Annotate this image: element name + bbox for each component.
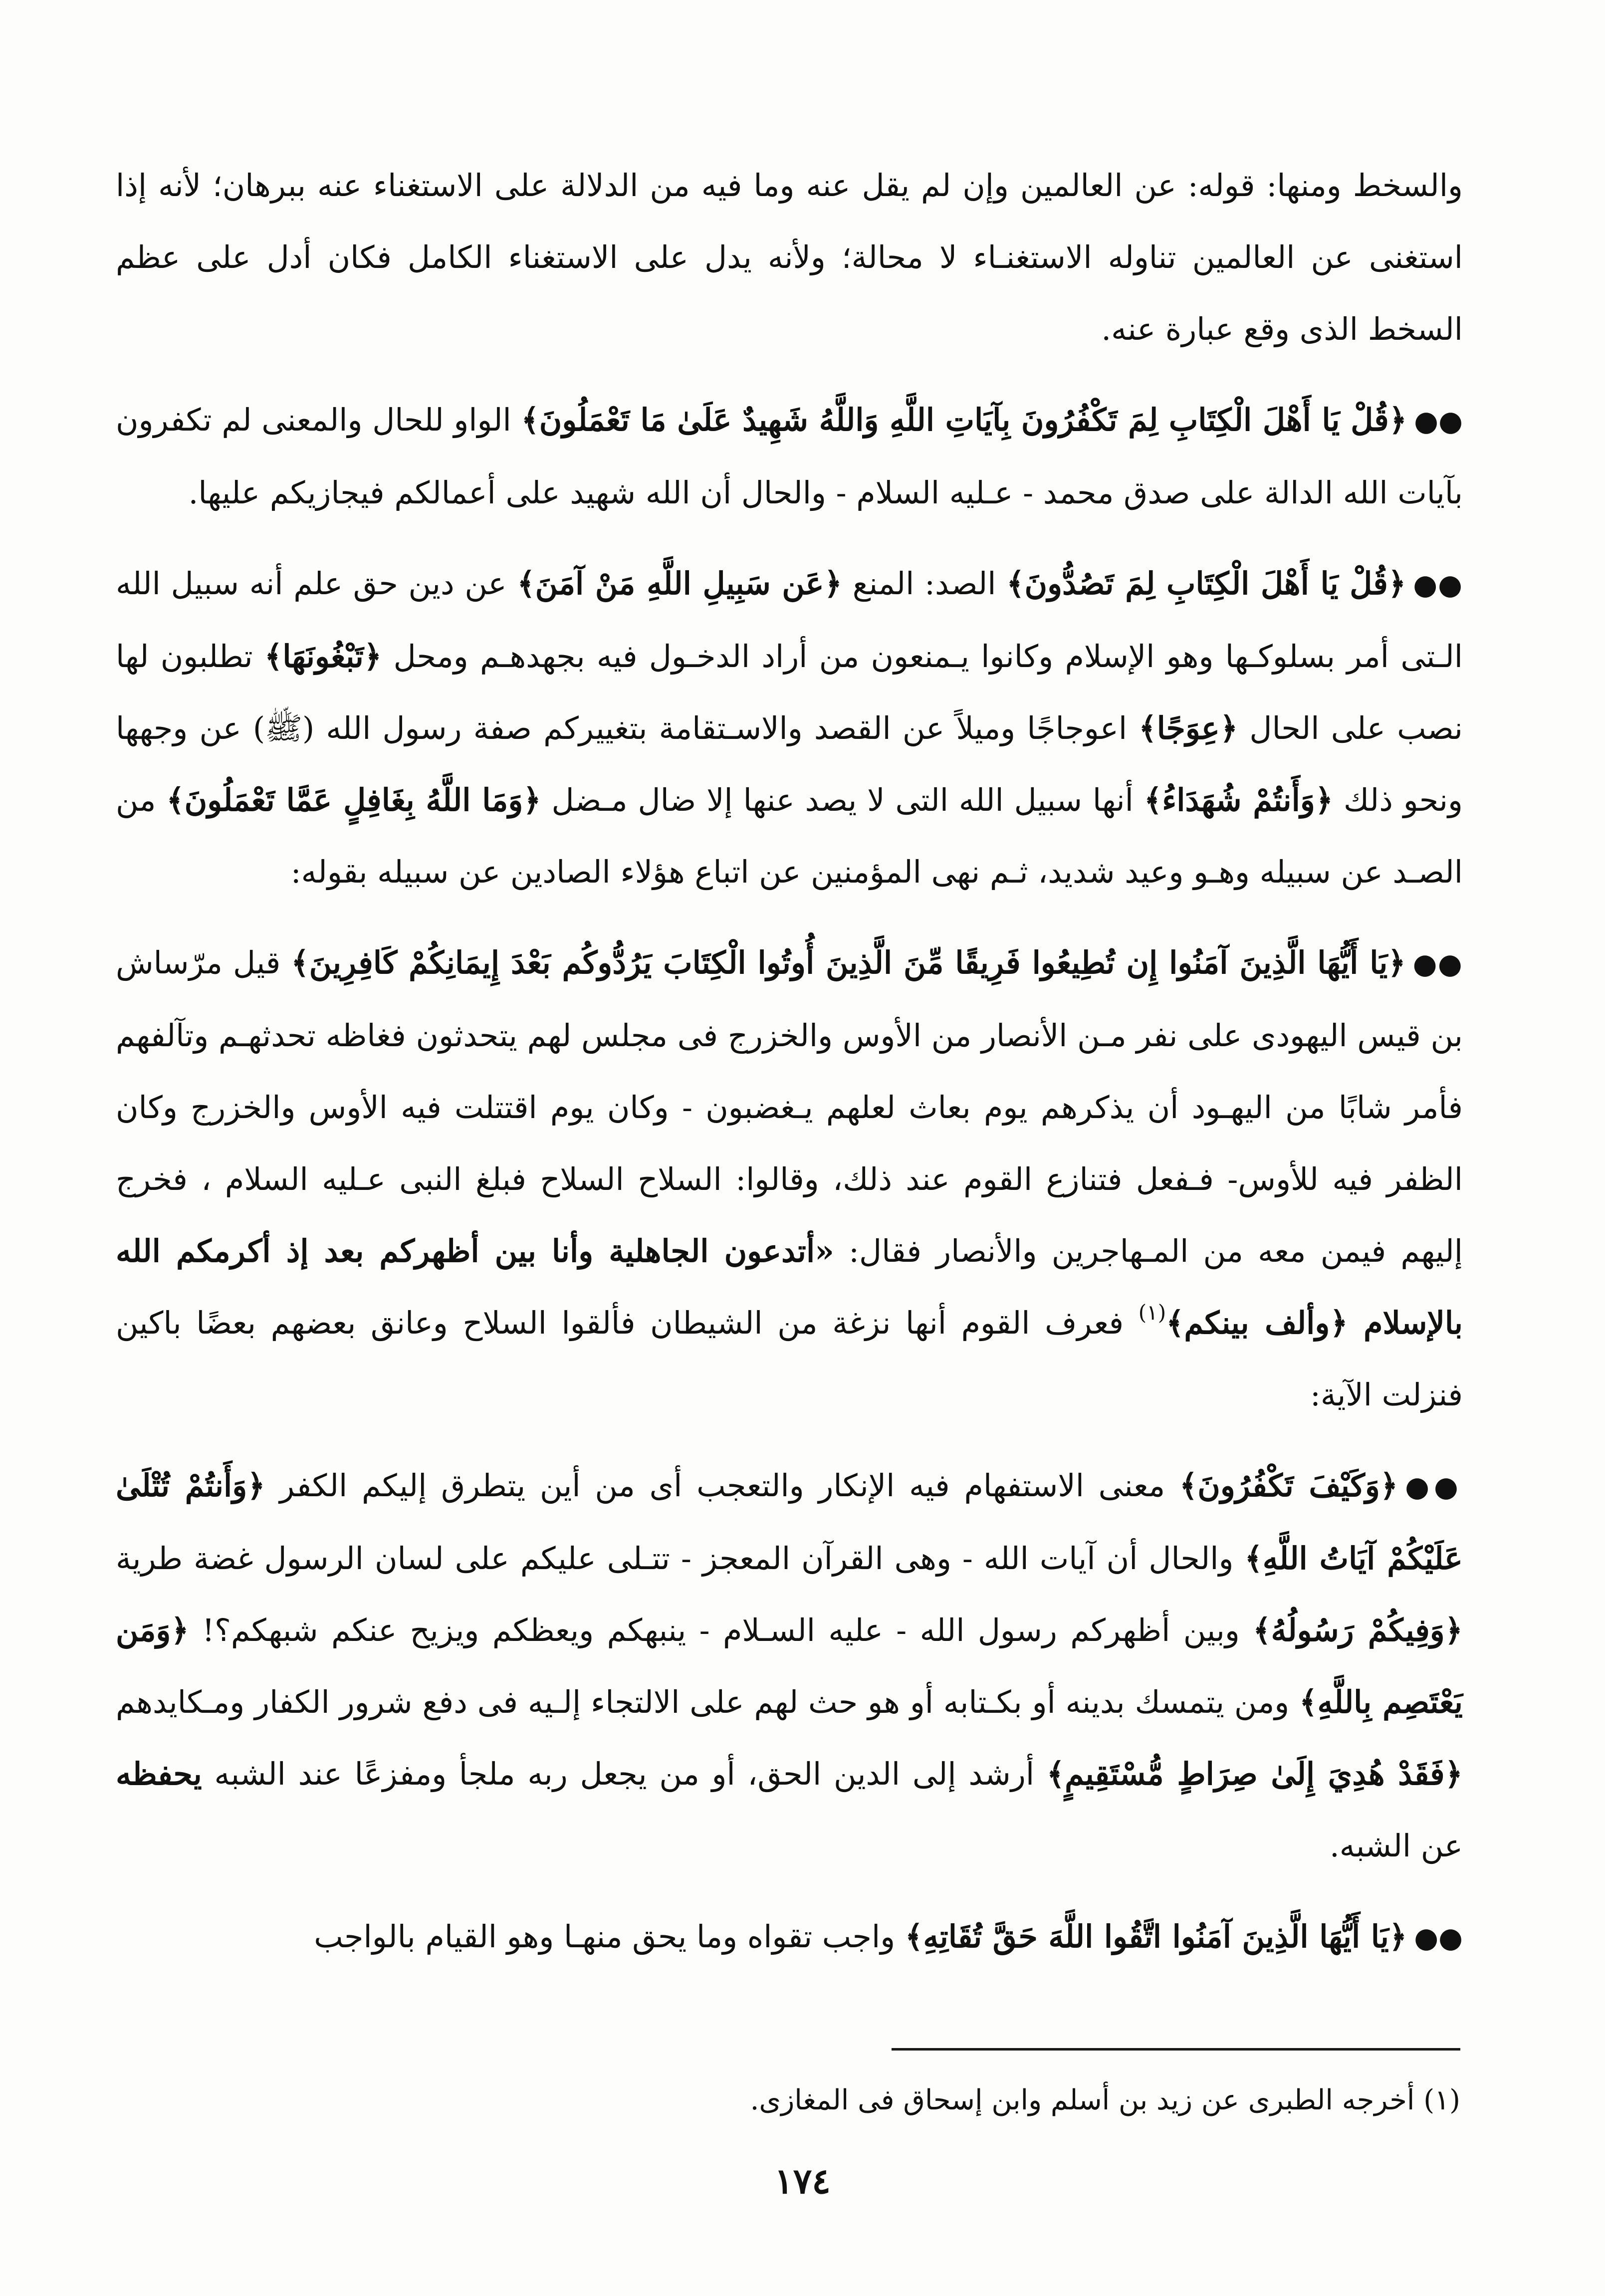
text-run: أرشد إلى الدين الحق، أو من يجعل ربه ملجأ ومفزعًا عند الشبه — [202, 1756, 1047, 1792]
quran-verse: ﴿وَفِيكُمْ رَسُولُهُ﴾ — [1253, 1612, 1463, 1648]
paragraph — [116, 150, 1463, 365]
paragraph — [116, 548, 1463, 908]
text-run: تطلبون لها نصب على الحال — [116, 638, 1463, 746]
text-run: من الصـد عن سبيله وهـو وعيد شديد، ثـم نهى المؤمنين عن اتباع هؤلاء الصادين عن سبيله بقوله: — [116, 782, 1463, 890]
quran-verse: ﴿يَا أَيُّهَا الَّذِينَ آمَنُوا اتَّقُوا اللَّهَ حَقَّ تُقَاتِهِ﴾ — [905, 1918, 1407, 1955]
text-run: قيل مرّساش بن قيس اليهودى على نفر مـن الأنصار من الأوس والخزرج فى مجلس لهم يتحدثون فغاظه تحدثهـم وتآلفهم فأمر شابًا من اليهـود أن يذكرهم يوم بعاث لعلهم يـغضبون - وكان يوم اقتتلت فيه الأوس والخزرج وكان الظفر فيه للأوس- فـفعل فتنازع القوم عند ذلك، وقالوا: السلاح السلاح فبلغ النبى عـليه السلام ، فخرج إليهم فيمن معه من المـهاجرين والأنصار فقال: — [116, 944, 1463, 1269]
bullet-marker: ●● — [1414, 1921, 1463, 1954]
text-run: فعرف القوم أنها نزغة من الشيطان فألقوا السلاح وعانق بعضهم بعضًا باكين فنزلت الآية: — [116, 1305, 1463, 1413]
quran-verse: ﴿تَبْغُونَهَا﴾ — [264, 638, 382, 675]
quran-verse: ﴿وَأَنتُمْ شُهَدَاءُ﴾ — [1144, 782, 1334, 818]
bullet-marker: ●● — [1412, 947, 1463, 980]
quran-verse: ﴿فَقَدْ هُدِيَ إِلَىٰ صِرَاطٍ مُّسْتَقِيمٍ﴾ — [1046, 1756, 1463, 1792]
bullet-marker: ●● — [1414, 405, 1463, 438]
quran-verse: ﴿وَكَيْفَ تَكْفُرُونَ﴾ — [1179, 1467, 1398, 1504]
text-run: والسخط ومنها: قوله: عن العالمين وإن لم يقل عنه وما فيه من الدلالة على الاستغناء عنه ببرهان؛ لأنه إذا استغنى عن العالمين تناوله الاستغنـاء لا محالة؛ ولأنه يدل على الاستغناء الكامل فكان أدل على عظم السخط الذى وقع عبارة عنه. — [116, 167, 1463, 347]
bullet-marker: ●● — [1405, 1470, 1463, 1503]
quran-verse: ﴿وَمَن يَعْتَصِم بِاللَّهِ﴾ — [116, 1612, 1463, 1720]
paragraph — [116, 1901, 1463, 1974]
bullet-marker: ●● — [1413, 568, 1463, 601]
bold-quote: «أتدعون الجاهلية وأنا بين أظهركم بعد إذ أكرمكم الله بالإسلام ﴿وألف بينكم﴾ — [116, 1233, 1463, 1341]
text-run: وبين أظهركم رسول الله - عليه السـلام - ينبهكم ويعظكم ويزيح عنكم شبهكم؟! — [189, 1612, 1253, 1648]
text-run: واجب تقواه وما يحق منهـا وهو القيام بالواجب — [314, 1918, 905, 1955]
text-run: معنى الاستفهام فيه الإنكار والتعجب أى من أين يتطرق إليكم الكفر — [265, 1467, 1179, 1504]
quran-verse: ﴿وَمَا اللَّهُ بِغَافِلٍ عَمَّا تَعْمَلُونَ﴾ — [166, 782, 541, 818]
bold-quote: يحفظه — [116, 1756, 202, 1792]
text-run: أنها سبيل الله التى لا يصد عنها إلا ضال مـضل — [541, 782, 1144, 818]
text-run: اعوجاجًا وميلاً عن القصد والاسـتقامة بتغييركم صفة رسول الله (ﷺ) عن وجهها ونحو ذلك — [116, 710, 1463, 818]
text-run: ومن يتمسك بدينه أو بكـتابه أو هو حث لهم على الالتجاء إلـيه فى دفع شرور الكفار ومـكايدهم — [116, 1684, 1300, 1720]
quran-verse: ﴿عَن سَبِيلِ اللَّهِ مَنْ آمَنَ﴾ — [517, 565, 842, 602]
paragraph — [116, 384, 1463, 529]
paragraph — [116, 1450, 1463, 1882]
body-text — [116, 150, 1463, 1974]
text-run: والحال أن آيات الله - وهى القرآن المعجز - تتـلى عليكم على لسان الرسول غضة طرية — [116, 1540, 1245, 1577]
text-run: الصد: المنع — [842, 565, 1007, 602]
quran-verse: ﴿قُلْ يَا أَهْلَ الْكِتَابِ لِمَ تَكْفُرُونَ بِآيَاتِ اللَّهِ وَاللَّهُ شَهِيدٌ عَلَىٰ مَا تَعْمَلُونَ﴾ — [521, 402, 1407, 438]
footnote-ref: (١) — [1138, 1300, 1166, 1325]
page-number: ١٧٤ — [774, 2160, 831, 2202]
quran-verse: ﴿وَأَنتُمْ تُتْلَىٰ عَلَيْكُمْ آيَاتُ اللَّهِ﴾ — [116, 1467, 1463, 1577]
paragraph — [116, 927, 1463, 1431]
text-run: عن دين حق علم أنه سبيل الله الـتى أمر بسلوكـها وهو الإسلام وكانوا يـمنعون من أراد الدخـول فيه بجهدهـم ومحل — [116, 565, 1463, 675]
footnote-divider — [892, 2048, 1460, 2051]
text-run: عن الشبه. — [1330, 1828, 1463, 1864]
text-run: الواو للحال والمعنى لم تكفرون بآيات الله الدالة على صدق محمد - عـليه السلام - والحال أن الله شهيد على أعمالكم فيجازيكم عليها. — [116, 402, 1463, 511]
quran-verse: ﴿عِوَجًا﴾ — [1139, 710, 1238, 746]
footnote: (١) أخرجه الطبرى عن زيد بن أسلم وابن إسحاق فى المغازى. — [750, 2084, 1460, 2116]
quran-verse: ﴿قُلْ يَا أَهْلَ الْكِتَابِ لِمَ تَصُدُّونَ﴾ — [1006, 565, 1406, 602]
quran-verse: ﴿يَا أَيُّهَا الَّذِينَ آمَنُوا إِن تُطِيعُوا فَرِيقًا مِّنَ الَّذِينَ أُوتُوا الْكِتَابَ يَرُدُّوكُم بَعْدَ إِيمَانِكُمْ كَافِرِينَ﴾ — [291, 944, 1406, 981]
